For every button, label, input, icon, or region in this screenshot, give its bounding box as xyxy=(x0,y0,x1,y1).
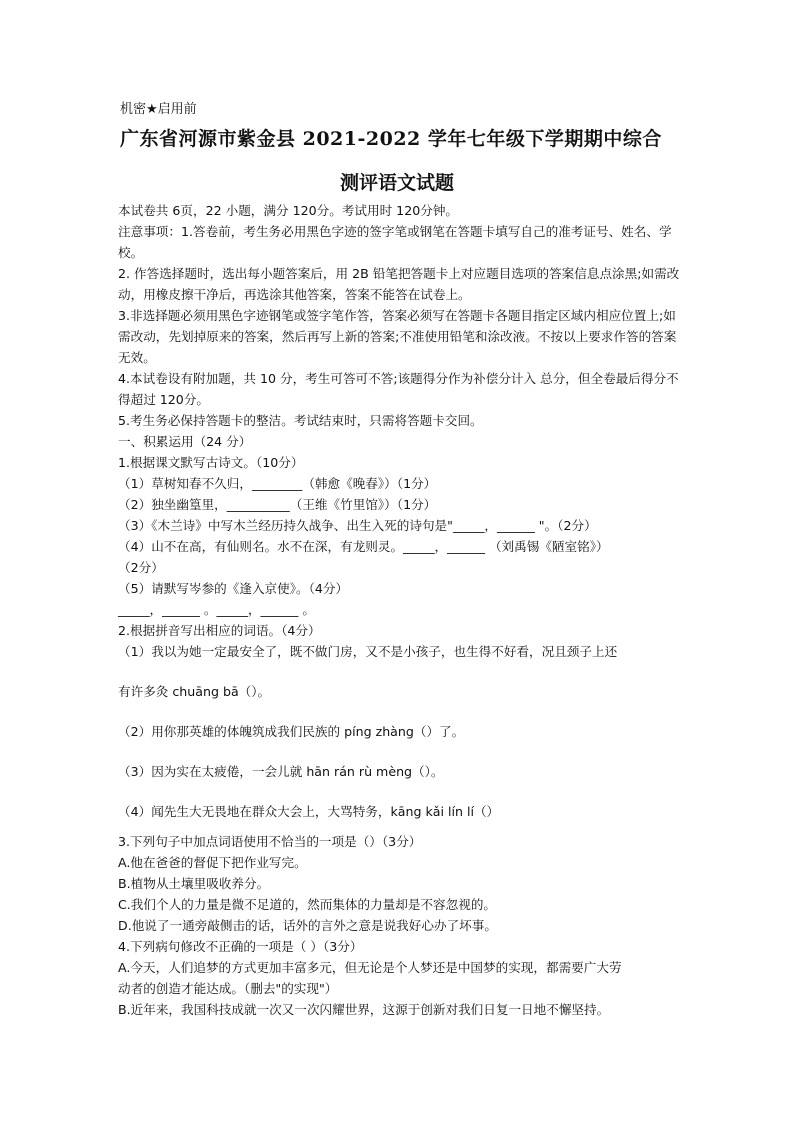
question-1-item: （5）请默写岑参的《逢入京使》。（4分） xyxy=(118,581,349,596)
question-1-item: （1）草树知春不久归，________（韩愈《晚春》）（1分） xyxy=(118,476,437,491)
question-3-option-a: A.他在爸爸的督促下把作业写完。 xyxy=(118,855,307,870)
confidential-label: 机密★启用前 xyxy=(120,102,197,117)
note-4: 4.本试卷设有附加题，共 10 分，考生可答可不答;该题得分作为补偿分计入 总分，但全卷最后得分不得超过 120分。 xyxy=(118,371,679,407)
question-4-option-a: A.今天，人们追梦的方式更加丰富多元，但无论是个人梦还是中国梦的实现，都需要广大劳 xyxy=(118,960,622,975)
question-2-item-1-cont: 有许多灸 chuāng bā（）。 xyxy=(118,684,271,699)
question-1-item: （2）独坐幽篁里，__________（王维《竹里馆》）（1分） xyxy=(118,497,437,512)
question-2-item-1: （1）我以为她一定最安全了，既不做门房，又不是小孩子，也生得不好看，况且颈子上还 xyxy=(118,644,618,659)
question-1-item: （4）山不在高，有仙则名。水不在深，有龙则灵。_____，______ （刘禹锡《陋室铭》） xyxy=(118,539,609,554)
question-2-item-4: （4）闻先生大无畏地在群众大会上，大骂特务，kāng kǎi lín lí（） xyxy=(118,804,500,819)
section-heading: 一、积累运用（24 分） xyxy=(118,434,252,449)
exam-title-line2: 测评语文试题 xyxy=(339,172,454,194)
note-5: 5.考生务必保持答题卡的整洁。考试结束时，只需将答题卡交回。 xyxy=(118,413,483,428)
question-4-option-a-cont: 动者的创造才能达成。（删去"的实现"） xyxy=(118,981,338,996)
question-3-option-b: B.植物从土壤里吸收养分。 xyxy=(118,876,270,891)
exam-title-line1: 广东省河源市紫金县 2021-2022 学年七年级下学期期中综合 xyxy=(120,128,662,150)
question-1-item: （3）《木兰诗》中写木兰经历持久战争、出生入死的诗句是"_____，______ "。（2分） xyxy=(118,518,597,533)
question-2-item-3: （3）因为实在太疲倦，一会儿就 hān rán rù mèng（）。 xyxy=(118,764,444,779)
question-4-option-b: B.近年来，我国科技成就一次又一次闪耀世界，这源于创新对我们日复一日地不懈坚持。 xyxy=(118,1002,610,1017)
note-2: 2. 作答选择题时，选出每小题答案后，用 2B 铅笔把答题卡上对应题目选项的答案信息点涂黑;如需改动，用橡皮擦干净后，再选涂其他答案，答案不能答在试卷上。 xyxy=(118,266,680,302)
question-2-stem: 2.根据拼音写出相应的词语。（4分） xyxy=(118,623,321,638)
note-3: 3.非选择题必须用黑色字迹钢笔或签字笔作答，答案必须写在答题卡各题目指定区域内相应位置上;如需改动，先划掉原来的答案，然后再写上新的答案;不准使用铅笔和涂改液。不按以上要求作答的答案无效。 xyxy=(118,308,677,365)
question-1-stem: 1.根据课文默写古诗文。（10分） xyxy=(118,455,304,470)
question-2-item-2: （2）用你那英雄的体魄筑成我们民族的 píng zhàng（）了。 xyxy=(118,724,465,739)
question-4-stem: 4.下列病句修改不正确的一项是（ ）（3分） xyxy=(118,939,363,954)
question-1-item: _____，______ 。_____，______ 。 xyxy=(118,602,315,617)
question-1-item: （2分） xyxy=(118,560,164,575)
exam-body xyxy=(118,200,684,1020)
exam-info: 本试卷共 6页，22 小题，满分 120分。考试用时 120分钟。 xyxy=(118,203,459,218)
question-3-option-c: C.我们个人的力量是微不足道的，然而集体的力量却是不容忽视的。 xyxy=(118,897,497,912)
question-3-stem: 3.下列句子中加点词语使用不恰当的一项是（）（3分） xyxy=(118,834,422,849)
note-1: 注意事项：1.答卷前，考生务必用黑色字迹的签字笔或钢笔在答题卡填写自己的准考证号、姓名、学校。 xyxy=(118,224,672,260)
question-3-option-d: D.他说了一通旁敲侧击的话，话外的言外之意是说我好心办了坏事。 xyxy=(118,918,497,933)
